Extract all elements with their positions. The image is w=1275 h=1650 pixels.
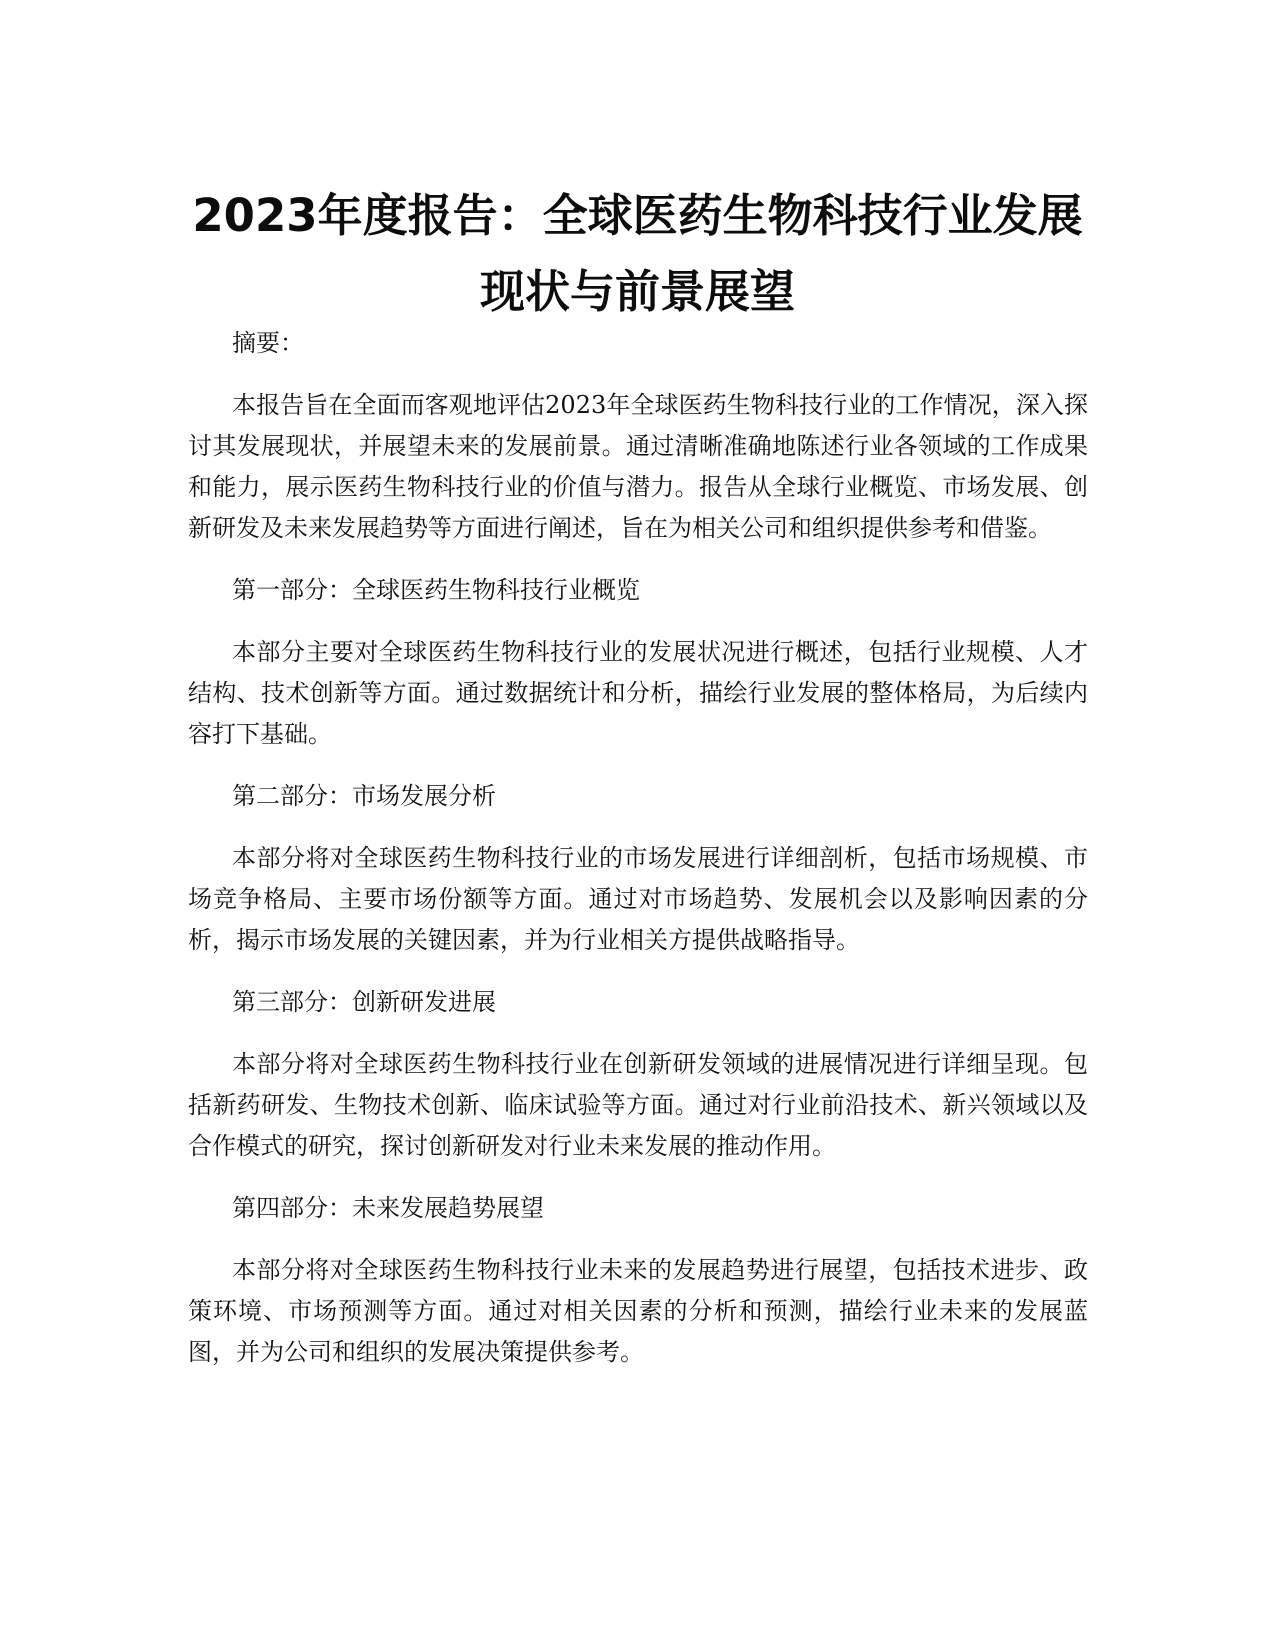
abstract-label: 摘要：	[232, 329, 304, 357]
spacer	[188, 961, 1088, 982]
spacer	[188, 1167, 1088, 1188]
title-line-2: 现状与前景展望	[479, 265, 795, 319]
spacer	[188, 364, 1088, 385]
spacer	[188, 549, 1088, 570]
spacer	[188, 1229, 1088, 1250]
section-3-paragraph: 本部分将对全球医药生物科技行业在创新研发领域的进展情况进行详细呈现。包括新药研发、生物技术创新、临床试验等方面。通过对行业前沿技术、新兴领域以及合作模式的研究，探讨创新研发对行业未来发展的推动作用。	[188, 1050, 1088, 1160]
section-4-heading: 第四部分：未来发展趋势展望	[232, 1194, 544, 1222]
section-2-heading: 第二部分：市场发展分析	[232, 782, 496, 810]
title-line-1: 2023年度报告：全球医药生物科技行业发展	[192, 189, 1083, 243]
spacer	[188, 817, 1088, 838]
abstract-paragraph: 本报告旨在全面而客观地评估2023年全球医药生物科技行业的工作情况，深入探讨其发展现状，并展望未来的发展前景。通过清晰准确地陈述行业各领域的工作成果和能力，展示医药生物科技行业的价值与潜力。报告从全球行业概览、市场发展、创新研发及未来发展趋势等方面进行阐述，旨在为相关公司和组织提供参考和借鉴。	[188, 391, 1088, 542]
section-1-paragraph: 本部分主要对全球医药生物科技行业的发展状况进行概述，包括行业规模、人才结构、技术创新等方面。通过数据统计和分析，描绘行业发展的整体格局，为后续内容打下基础。	[188, 638, 1088, 748]
spacer	[188, 755, 1088, 776]
section-4-paragraph: 本部分将对全球医药生物科技行业未来的发展趋势进行展望，包括技术进步、政策环境、市场预测等方面。通过对相关因素的分析和预测，描绘行业未来的发展蓝图，并为公司和组织的发展决策提供参考。	[188, 1256, 1088, 1366]
spacer	[188, 1023, 1088, 1044]
section-2-paragraph: 本部分将对全球医药生物科技行业的市场发展进行详细剖析，包括市场规模、市场竞争格局、主要市场份额等方面。通过对市场趋势、发展机会以及影响因素的分析，揭示市场发展的关键因素，并为行业相关方提供战略指导。	[188, 844, 1088, 954]
spacer	[188, 611, 1088, 632]
document-body	[188, 323, 1088, 1373]
section-1-heading: 第一部分：全球医药生物科技行业概览	[232, 576, 640, 604]
section-3-heading: 第三部分：创新研发进展	[232, 988, 496, 1016]
document-title	[160, 178, 1115, 330]
